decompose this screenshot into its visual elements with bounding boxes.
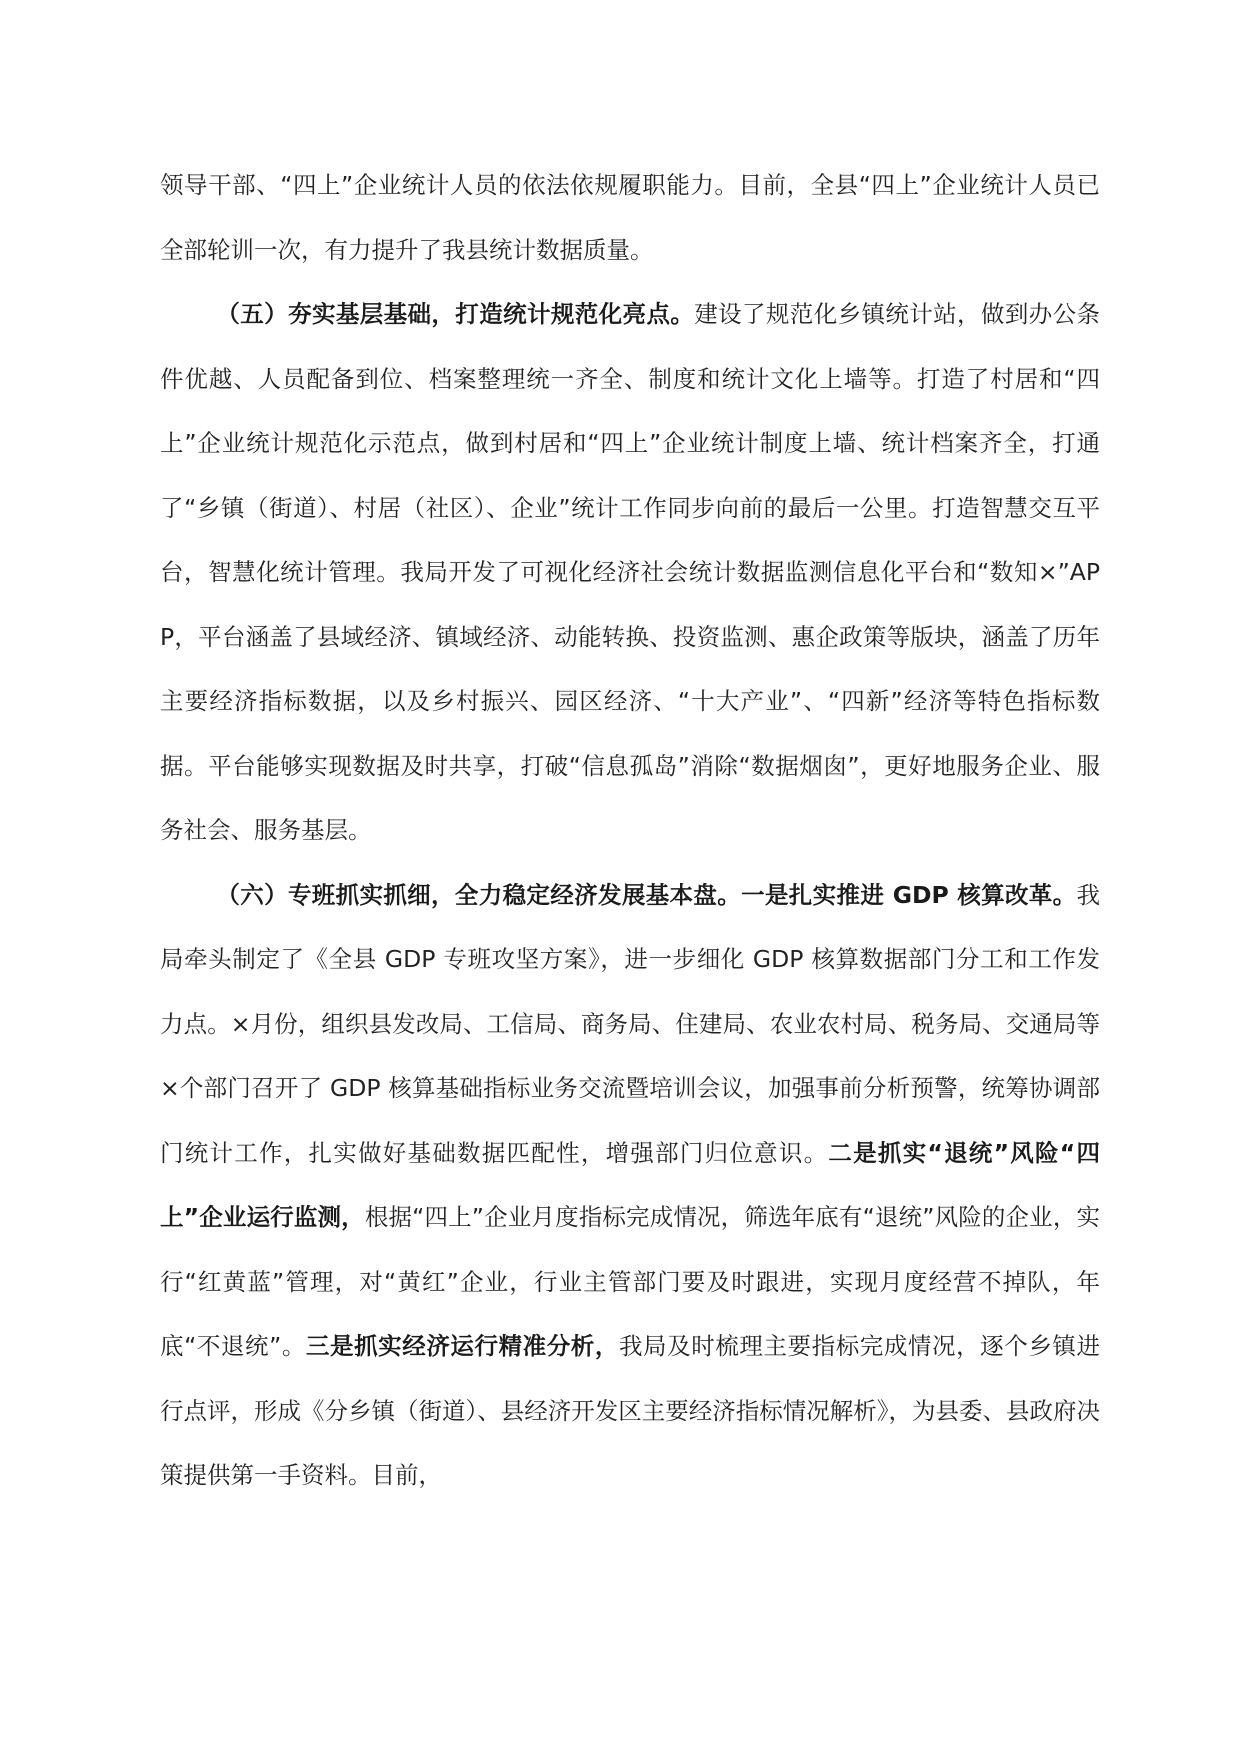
- section-heading: （五）夯实基层基础，打造统计规范化亮点。: [216, 300, 695, 328]
- paragraph-section-5: [160, 282, 1100, 863]
- text-run: 我局及时梳理主要指标完成情况，逐个乡镇进行点评，形成《分乡镇（街道）、县经济开发区主要经济指标情况解析》，为县委、县政府决策提供第一手资料。目前，: [160, 1332, 1100, 1489]
- paragraph-section-6: [160, 863, 1100, 1508]
- body-text: [160, 153, 1100, 1508]
- text-run: 领导干部、“四上”企业统计人员的依法依规履职能力。目前，全县“四上”企业统计人员已全部轮训一次，有力提升了我县统计数据质量。: [160, 171, 1100, 264]
- text-run: 我局牵头制定了《全县 GDP 专班攻坚方案》，进一步细化 GDP 核算数据部门分工和工作发力点。×月份，组织县发改局、工信局、商务局、住建局、农业农村局、税务局、交通局等×个部门召开了 GDP 核算基础指标业务交流暨培训会议，加强事前分析预警，统筹协调部门统计工作，扎实做好基础数据匹配性，增强部门归位意识。: [160, 880, 1100, 1167]
- point-heading: 三是抓实经济运行精准分析，: [305, 1332, 619, 1360]
- paragraph-continuation: [160, 153, 1100, 282]
- point-heading: 二是抓实“退统”风险“四上”企业运行监测，: [160, 1138, 1101, 1231]
- section-heading: （六）专班抓实抓细，全力稳定经济发展基本盘。: [216, 880, 742, 909]
- point-heading: 一是扎实推进 GDP 核算改革。: [741, 880, 1077, 909]
- text-run: 根据“四上”企业月度指标完成情况，筛选年底有“退统”风险的企业，实行“红黄蓝”管理，对“黄红”企业，行业主管部门要及时跟进，实现月度经营不掉队，年底“不退统”。: [160, 1203, 1100, 1360]
- text-run: 建设了规范化乡镇统计站，做到办公条件优越、人员配备到位、档案整理统一齐全、制度和统计文化上墙等。打造了村居和“四上”企业统计规范化示范点，做到村居和“四上”企业统计制度上墙、统计档案齐全，打通了“乡镇（街道）、村居（社区）、企业”统计工作同步向前的最后一公里。打造智慧交互平台，智慧化统计管理。我局开发了可视化经济社会统计数据监测信息化平台和“数知×”APP，平台涵盖了县域经济、镇域经济、动能转换、投资监测、惠企政策等版块，涵盖了历年主要经济指标数据，以及乡村振兴、园区经济、“十大产业”、“四新”经济等特色指标数据。平台能够实现数据及时共享，打破“信息孤岛”消除“数据烟囱”，更好地服务企业、服务社会、服务基层。: [160, 300, 1101, 844]
